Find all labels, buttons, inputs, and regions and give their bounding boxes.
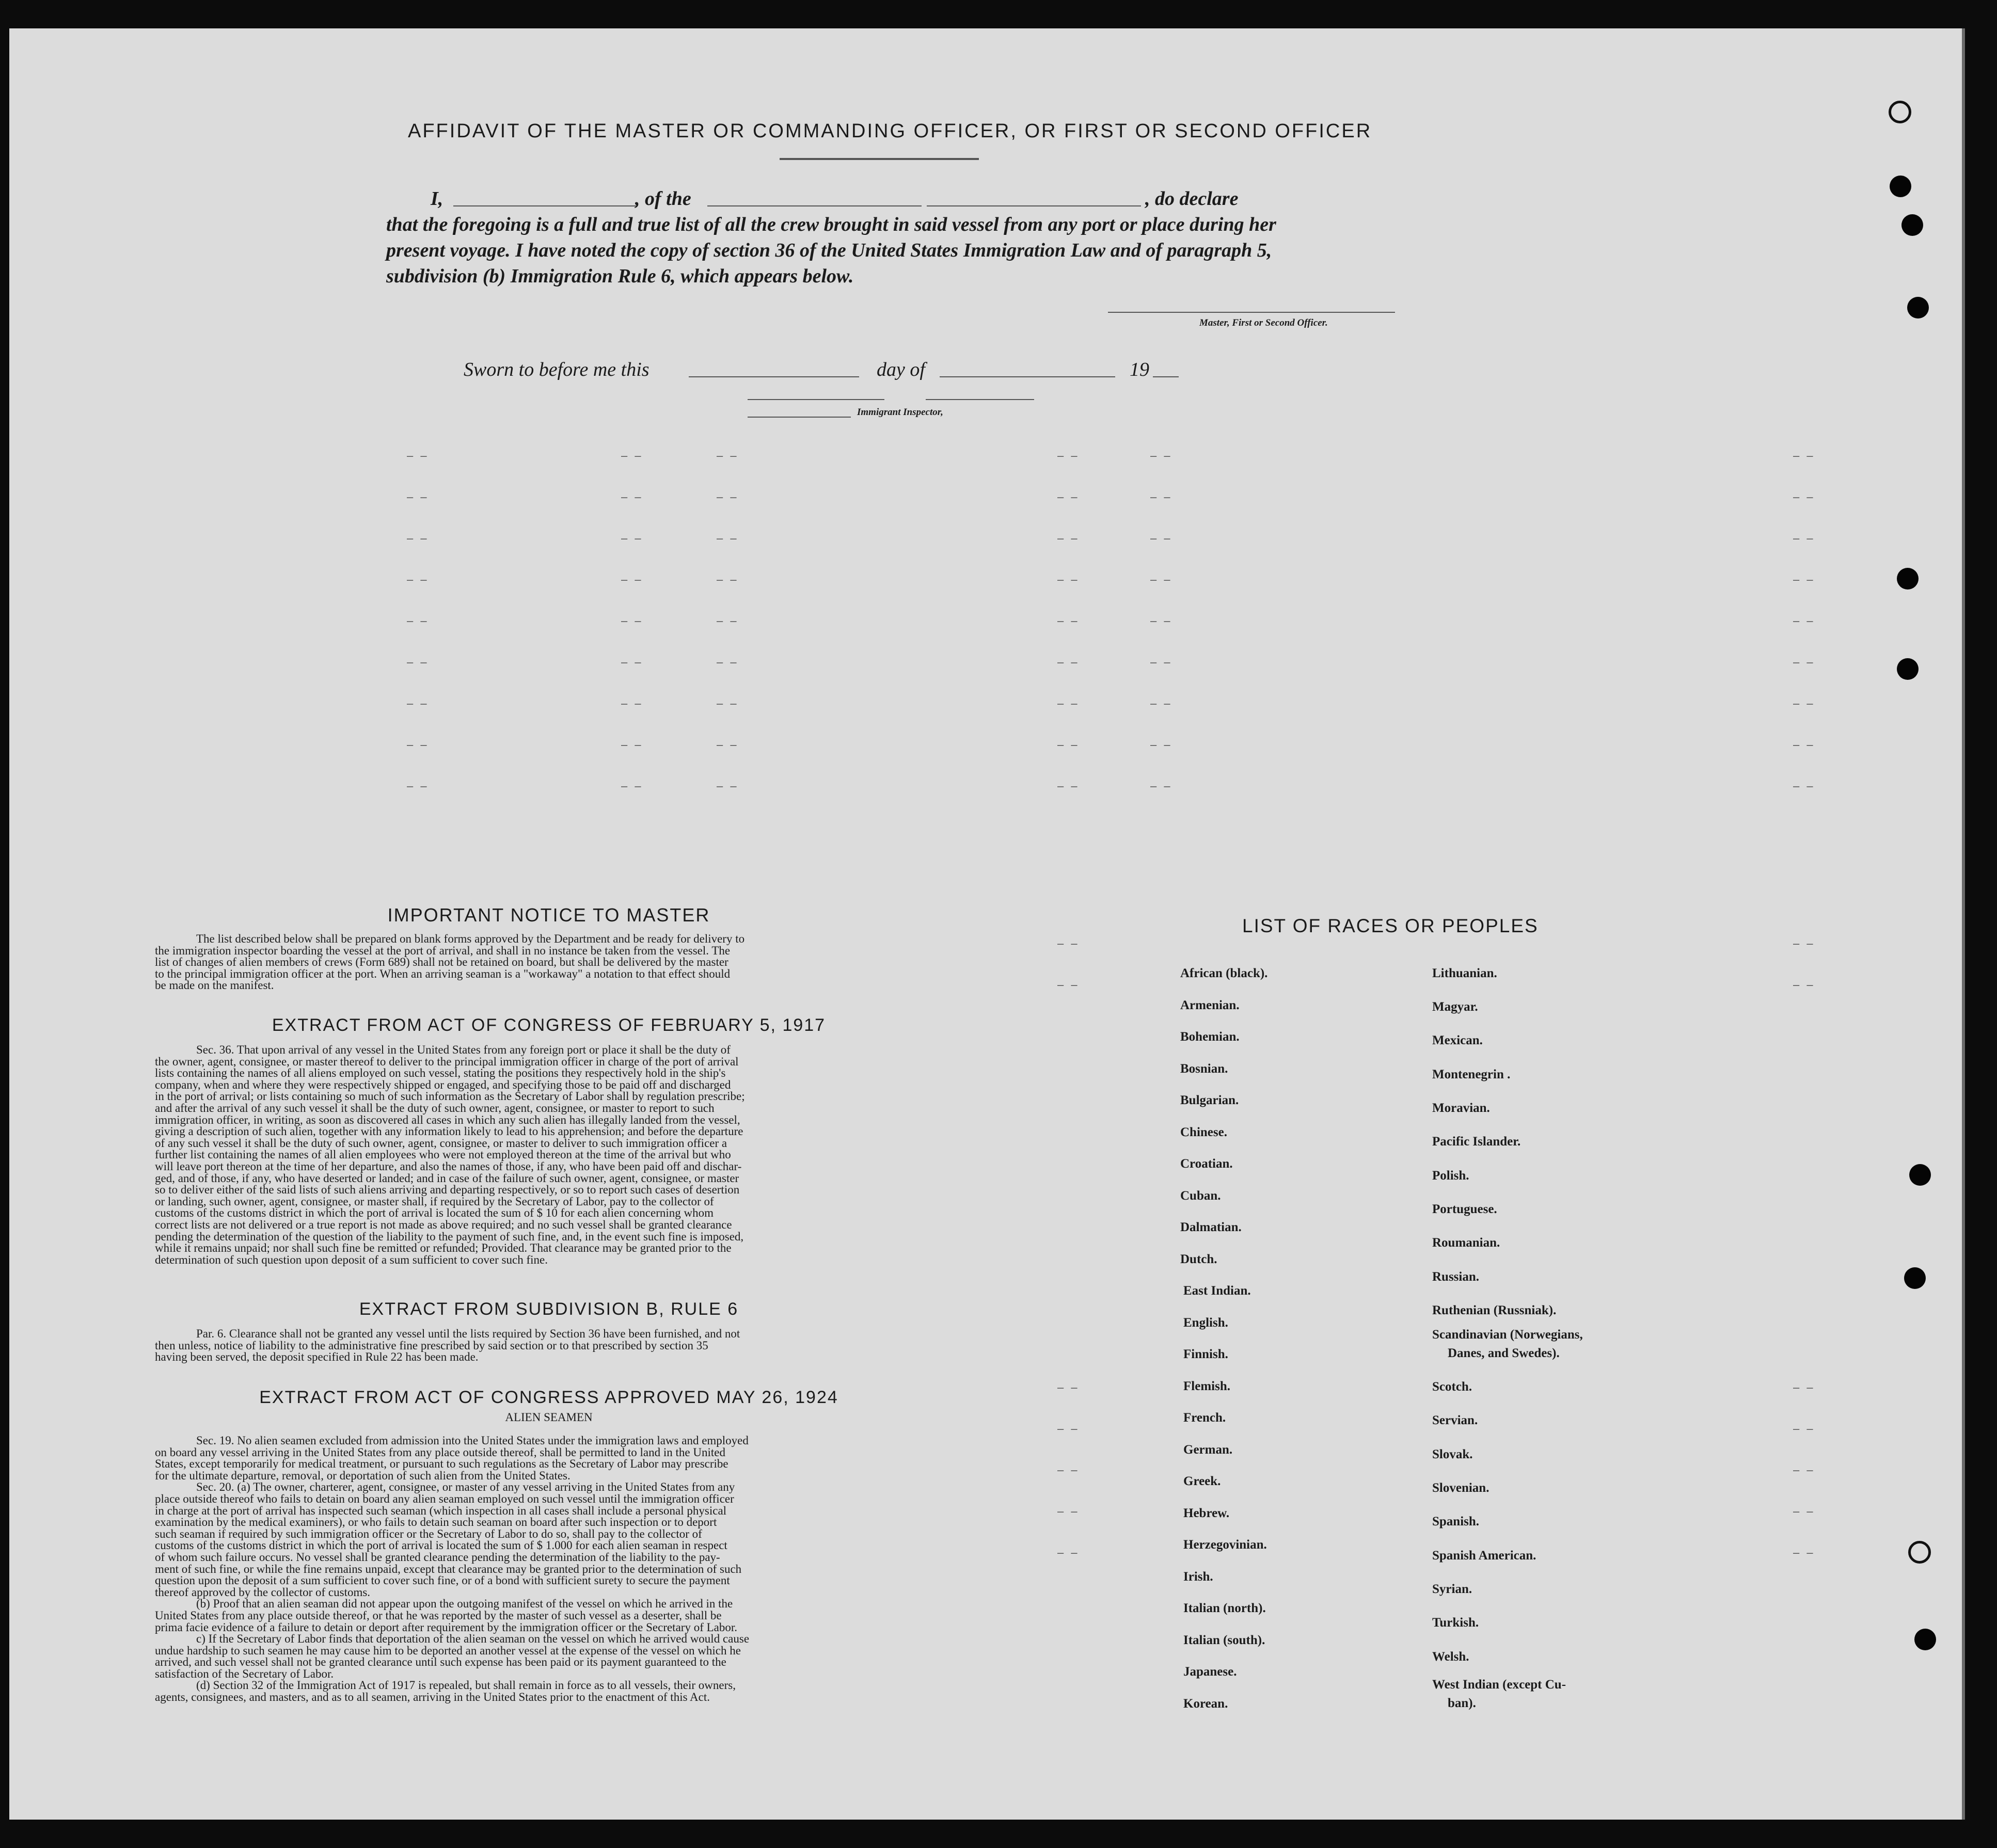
affidavit-line-2: that the foregoing is a full and true list of all the crew brought in said vessel from any port or place during her bbox=[386, 214, 1276, 235]
race-entry: French. bbox=[1183, 1411, 1226, 1425]
extract-1917-line: ged, and of those, if any, who have deserted or landed; and in case of the failure of such owner, agent, consignee, or master bbox=[155, 1171, 739, 1185]
race-entry: Welsh. bbox=[1432, 1650, 1469, 1664]
ghost-dash-mark: – – bbox=[407, 738, 429, 751]
ghost-dash-mark: – – bbox=[1793, 449, 1815, 462]
race-entry: Scotch. bbox=[1432, 1380, 1472, 1394]
binder-hole-icon bbox=[1908, 1541, 1931, 1564]
race-entry: Greek. bbox=[1183, 1474, 1221, 1488]
ghost-dash-mark: – – bbox=[1150, 573, 1172, 586]
race-entry: Syrian. bbox=[1432, 1582, 1472, 1596]
extract-1924-line: agents, consignees, and masters, and as to all seamen, arriving in the United States prior to the enactment of this Act. bbox=[155, 1691, 710, 1704]
extract-1924-line: (b) Proof that an alien seaman did not appear upon the outgoing manifest of the vessel on which he arrived in the bbox=[196, 1597, 733, 1611]
extract-1917-line: and after the arrival of any such vessel it shall be the duty of such owner, agent, consignee, or master to report to such bbox=[155, 1101, 715, 1114]
ghost-dash-mark: – – bbox=[717, 779, 739, 792]
notice-line: The list described below shall be prepared on blank forms approved by the Department and be ready for delivery to bbox=[196, 932, 745, 945]
ghost-dash-mark: – – bbox=[1793, 697, 1815, 710]
extract-1917-line: company, when and where they were respectively shipped or engaged, and specifying those to be paid off and discharged bbox=[155, 1078, 731, 1091]
ghost-dash-mark: – – bbox=[1150, 490, 1172, 503]
ghost-dash-mark: – – bbox=[1793, 614, 1815, 627]
race-entry: English. bbox=[1183, 1316, 1228, 1330]
extract-1924-body bbox=[155, 1435, 940, 1703]
race-entry: Montenegrin . bbox=[1432, 1068, 1511, 1081]
race-entry: Dutch. bbox=[1180, 1252, 1217, 1266]
ghost-dash-mark: – – bbox=[1057, 1422, 1080, 1435]
notice-body bbox=[155, 933, 940, 992]
sworn-row bbox=[464, 357, 1186, 388]
ghost-dash-mark: – – bbox=[717, 532, 739, 545]
ghost-dash-mark: – – bbox=[1057, 532, 1080, 545]
ghost-dash-mark: – – bbox=[621, 532, 643, 545]
race-entry: Mexican. bbox=[1432, 1033, 1483, 1047]
ghost-dash-mark: – – bbox=[1793, 1422, 1815, 1435]
ghost-dash-mark: – – bbox=[621, 449, 643, 462]
ghost-dash-mark: – – bbox=[1057, 573, 1080, 586]
extract-1924-line: Sec. 20. (a) The owner, charterer, agent, consignee, or master of any vessel arriving in the United States from any bbox=[196, 1480, 735, 1494]
race-entry: Magyar. bbox=[1432, 1000, 1478, 1014]
year-label: 19 bbox=[1130, 359, 1149, 380]
extract-1917-body bbox=[155, 1044, 940, 1266]
binder-hole-icon bbox=[1890, 176, 1911, 197]
extract-1917-line: Sec. 36. That upon arrival of any vessel in the United States from any foreign port or place it shall be the duty of bbox=[196, 1043, 731, 1056]
extract-1924-line: on board any vessel arriving in the United States from any place outside thereof, shall be permitted to land in the United bbox=[155, 1445, 725, 1459]
sworn-month-blank[interactable] bbox=[940, 376, 1115, 377]
race-entry: Hebrew. bbox=[1183, 1506, 1230, 1520]
race-entry: Turkish. bbox=[1432, 1616, 1479, 1630]
affidavit-title: AFFIDAVIT OF THE MASTER OR COMMANDING OFFICER, OR FIRST OR SECOND OFFICER bbox=[408, 120, 1372, 142]
binder-hole-icon bbox=[1901, 214, 1923, 236]
extract-1917-line: or landing, such owner, agent, consignee, or master shall, if required by the Secretary of Labor, pay to the collector of bbox=[155, 1194, 714, 1208]
ghost-dash-mark: – – bbox=[1150, 449, 1172, 462]
extract-1917-line: further list containing the names of all alien employees who were not employed thereon at the time of the arrival but who bbox=[155, 1148, 731, 1161]
race-entry: Dalmatian. bbox=[1180, 1220, 1242, 1234]
race-entry: Italian (north). bbox=[1183, 1601, 1266, 1615]
extract-1924-line: ment of such fine, or while the fine remains unpaid, except that clearance may be granted prior to the determination of such bbox=[155, 1562, 742, 1575]
ghost-dash-mark: – – bbox=[717, 614, 739, 627]
binder-hole-icon bbox=[1897, 658, 1919, 680]
extract-1924-line: United States from any place outside thereof, or that he was reported by the master of such vessel as a deserter, shall be bbox=[155, 1608, 722, 1622]
extract-1917-line: of any such vessel it shall be the duty of such owner, agent, consignee, or master to deliver to such immigration officer a bbox=[155, 1136, 727, 1150]
ghost-dash-mark: – – bbox=[1150, 656, 1172, 668]
ghost-dash-mark: – – bbox=[717, 656, 739, 668]
race-entry: Armenian. bbox=[1180, 998, 1240, 1012]
notice-line: the immigration inspector boarding the vessel at the port of arrival, and shall in no instance be taken from the vessel. The bbox=[155, 944, 731, 957]
binder-hole-icon bbox=[1914, 1629, 1936, 1650]
race-entry: Japanese. bbox=[1183, 1665, 1237, 1679]
extract-1924-line: of whom such failure occurs. No vessel shall be granted clearance pending the determination of the liability to the pay- bbox=[155, 1550, 720, 1564]
vessel-blank bbox=[707, 205, 922, 206]
ghost-dash-mark: – – bbox=[1793, 490, 1815, 503]
extract-1917-line: will leave port thereon at the time of her departure, and also the names of those, if any, who have been paid off and dischar- bbox=[155, 1159, 742, 1173]
ghost-dash-mark: – – bbox=[1793, 937, 1815, 950]
extract-1917-line: the owner, agent, consignee, or master thereof to deliver to the principal immigration officer in charge of the port of arrival bbox=[155, 1055, 739, 1068]
race-entry: Korean. bbox=[1183, 1697, 1228, 1711]
ghost-dash-mark: – – bbox=[717, 738, 739, 751]
extract-1924-line: c) If the Secretary of Labor finds that deportation of the alien seaman on the vessel on which he arrived would cause bbox=[196, 1632, 750, 1646]
race-entry: Herzegovinian. bbox=[1183, 1538, 1267, 1552]
sworn-day-blank[interactable] bbox=[689, 376, 859, 377]
extract-1924-line: in charge at the port of arrival has inspected such seaman (which inspection in all cases shall include a personal physical bbox=[155, 1504, 727, 1517]
extract-1924-line: prima facie evidence of a failure to detain or deport after requirement by the immigration officer or the Secretary of Labor. bbox=[155, 1620, 737, 1634]
race-entry: Bosnian. bbox=[1180, 1062, 1228, 1076]
extract-1924-line: Sec. 19. No alien seamen excluded from admission into the United States under the immigration laws and employed bbox=[196, 1434, 749, 1447]
rule-6-line: then unless, notice of liability to the administrative fine prescribed by said section or to that prescribed by section 35 bbox=[155, 1339, 708, 1352]
race-entry: West Indian (except Cu- bbox=[1432, 1678, 1566, 1692]
ghost-dash-mark: – – bbox=[1793, 738, 1815, 751]
sworn-label: Sworn to before me this bbox=[464, 359, 649, 380]
ghost-dash-mark: – – bbox=[621, 697, 643, 710]
extract-1924-line: examination by the medical examiners), or who fails to detain such seaman on board after such inspection or to deport bbox=[155, 1516, 717, 1529]
extract-1917-line: while it remains unpaid; nor shall such fine be remitted or refunded; Provided. That clearance may be granted prior to the bbox=[155, 1241, 732, 1255]
extract-1917-line: giving a description of such alien, together with any information likely to lead to his apprehension; and before the departure bbox=[155, 1125, 743, 1138]
binder-hole-icon bbox=[1897, 568, 1919, 590]
ghost-dash-mark: – – bbox=[407, 614, 429, 627]
extract-1924-title: EXTRACT FROM ACT OF CONGRESS APPROVED MAY 26, 1924 bbox=[259, 1388, 838, 1407]
notice-line: be made on the manifest. bbox=[155, 979, 274, 992]
ghost-dash-mark: – – bbox=[1793, 978, 1815, 991]
race-entry: Servian. bbox=[1432, 1413, 1478, 1427]
ghost-dash-mark: – – bbox=[1793, 532, 1815, 545]
race-entry: Scandinavian (Norwegians, bbox=[1432, 1328, 1583, 1342]
race-entry: Chinese. bbox=[1180, 1125, 1227, 1139]
race-entry: Russian. bbox=[1432, 1270, 1480, 1284]
ghost-dash-mark: – – bbox=[1150, 738, 1172, 751]
ghost-dash-mark: – – bbox=[717, 697, 739, 710]
ghost-dash-mark: – – bbox=[621, 656, 643, 668]
ghost-dash-mark: – – bbox=[1057, 614, 1080, 627]
race-entry: Pacific Islander. bbox=[1432, 1135, 1521, 1149]
ghost-dash-mark: – – bbox=[621, 490, 643, 503]
extract-1917-line: determination of such question upon deposit of a sum sufficient to cover such fine. bbox=[155, 1253, 548, 1266]
ghost-dash-mark: – – bbox=[1057, 937, 1080, 950]
race-entry: Slovenian. bbox=[1432, 1481, 1489, 1495]
race-entry: ban). bbox=[1448, 1696, 1476, 1710]
ghost-dash-mark: – – bbox=[1057, 656, 1080, 668]
notice-line: list of changes of alien members of crews (Form 689) shall not be retained on board, but shall be delivered by the master bbox=[155, 955, 728, 969]
ghost-dash-mark: – – bbox=[407, 449, 429, 462]
race-entry: Italian (south). bbox=[1183, 1633, 1265, 1647]
ghost-dash-mark: – – bbox=[1057, 697, 1080, 710]
ghost-dash-mark: – – bbox=[1057, 1505, 1080, 1518]
ghost-dash-mark: – – bbox=[1150, 614, 1172, 627]
extract-1924-line: arrived, and such vessel shall not be granted clearance until such expense has been paid or its payment guaranteed to the bbox=[155, 1655, 726, 1669]
race-entry: Moravian. bbox=[1432, 1101, 1490, 1115]
binder-hole-icon bbox=[1904, 1267, 1926, 1289]
affidavit-line-3: present voyage. I have noted the copy of section 36 of the United States Immigration Law and of paragraph 5, bbox=[386, 240, 1272, 261]
notice-title: IMPORTANT NOTICE TO MASTER bbox=[387, 904, 710, 926]
affidavit-declare-label: , do declare bbox=[1145, 188, 1239, 210]
ghost-dash-mark: – – bbox=[407, 573, 429, 586]
race-entry: Cuban. bbox=[1180, 1189, 1221, 1203]
extract-1917-title: EXTRACT FROM ACT OF CONGRESS OF FEBRUARY 5, 1917 bbox=[272, 1015, 826, 1035]
binder-hole-icon bbox=[1889, 101, 1911, 123]
ghost-dash-mark: – – bbox=[717, 573, 739, 586]
ghost-dash-mark: – – bbox=[407, 779, 429, 792]
race-entry: East Indian. bbox=[1183, 1284, 1251, 1298]
race-entry: Polish. bbox=[1432, 1169, 1469, 1183]
name-blank bbox=[453, 205, 637, 206]
extract-1917-line: correct lists are not delivered or a true report is not made as above required; and no such vessel shall be granted clearance bbox=[155, 1218, 732, 1231]
race-entry: Spanish American. bbox=[1432, 1549, 1536, 1563]
manifest-page bbox=[9, 28, 1965, 1820]
affidavit-statement bbox=[386, 186, 1445, 289]
ghost-dash-mark: – – bbox=[1150, 697, 1172, 710]
ghost-dash-mark: – – bbox=[1793, 1381, 1815, 1394]
race-entry: Portuguese. bbox=[1432, 1202, 1497, 1216]
ghost-dash-mark: – – bbox=[407, 532, 429, 545]
affidavit-i-label: I, bbox=[431, 188, 443, 210]
rule-6-body bbox=[155, 1328, 940, 1363]
sworn-year-blank[interactable] bbox=[1153, 376, 1179, 377]
ghost-dash-mark: – – bbox=[1793, 1463, 1815, 1476]
race-entry: Slovak. bbox=[1432, 1447, 1473, 1461]
rule-6-line: having been served, the deposit specified in Rule 22 has been made. bbox=[155, 1350, 479, 1364]
rule-6-title: EXTRACT FROM SUBDIVISION B, RULE 6 bbox=[359, 1299, 739, 1319]
ghost-dash-mark: – – bbox=[1793, 779, 1815, 792]
ghost-dash-mark: – – bbox=[407, 656, 429, 668]
extract-1917-line: in the port of arrival; or lists containing so much of such information as the Secretary of Labor shall by regulation prescribe; bbox=[155, 1090, 745, 1103]
extract-1917-line: lists containing the names of all aliens employed on such vessel, stating the positions they respectively hold in the ship's bbox=[155, 1066, 726, 1080]
day-of-label: day of bbox=[877, 359, 925, 380]
ghost-dash-mark: – – bbox=[407, 490, 429, 503]
extract-1924-line: for the ultimate departure, removal, or deportation of such alien from the United States. bbox=[155, 1469, 570, 1482]
extract-1924-line: undue hardship to such seamen he may cause him to be deported an another vessel at the expense of the vessel on which he bbox=[155, 1644, 741, 1657]
vessel-blank-2 bbox=[927, 205, 1141, 206]
ghost-dash-mark: – – bbox=[1057, 1381, 1080, 1394]
extract-1924-line: such seaman if required by such immigration officer or the Secretary of Labor to do so, shall pay to the collector of bbox=[155, 1527, 702, 1540]
inspector-line-2[interactable] bbox=[926, 399, 1034, 400]
extract-1917-line: customs of the customs district in which the port of arrival is located the sum of $ 10 for each alien concerning whom bbox=[155, 1206, 714, 1220]
affidavit-line-1 bbox=[386, 186, 1445, 212]
extract-1924-line: customs of the customs district in which the port of arrival is located the sum of $ 1.000 for each alien seaman in respect bbox=[155, 1539, 727, 1552]
race-entry: Ruthenian (Russniak). bbox=[1432, 1303, 1557, 1317]
inspector-line-3[interactable] bbox=[748, 417, 851, 418]
race-entry: Bulgarian. bbox=[1180, 1093, 1239, 1107]
race-entry: Croatian. bbox=[1180, 1157, 1233, 1171]
alien-seamen-subtitle: ALIEN SEAMEN bbox=[505, 1411, 593, 1424]
extract-1924-line: States, except temporarily for medical treatment, or pursuant to such regulations as the Secretary of Labor may prescribe bbox=[155, 1457, 728, 1471]
ghost-dash-mark: – – bbox=[1057, 490, 1080, 503]
race-entry: Spanish. bbox=[1432, 1515, 1480, 1528]
race-entry: African (black). bbox=[1180, 966, 1268, 980]
extract-1924-line: thereof approved by the collector of customs. bbox=[155, 1585, 371, 1599]
race-entry: German. bbox=[1183, 1443, 1233, 1457]
race-entry: Irish. bbox=[1183, 1570, 1213, 1584]
affidavit-line-4: subdivision (b) Immigration Rule 6, which appears below. bbox=[386, 265, 854, 287]
binder-hole-icon bbox=[1909, 1164, 1931, 1186]
ghost-dash-mark: – – bbox=[1793, 1546, 1815, 1559]
master-signature-label: Master, First or Second Officer. bbox=[1199, 317, 1328, 328]
extract-1924-line: (d) Section 32 of the Immigration Act of 1917 is repealed, but shall remain in force as to all vessels, their owners, bbox=[196, 1679, 736, 1692]
ghost-dash-mark: – – bbox=[621, 779, 643, 792]
race-entry: Roumanian. bbox=[1432, 1236, 1500, 1250]
ghost-dash-mark: – – bbox=[1057, 1546, 1080, 1559]
inspector-line-1[interactable] bbox=[748, 399, 884, 400]
race-entry: Bohemian. bbox=[1180, 1030, 1240, 1044]
ghost-dash-mark: – – bbox=[1057, 1463, 1080, 1476]
ghost-dash-mark: – – bbox=[621, 573, 643, 586]
ghost-dash-mark: – – bbox=[1793, 656, 1815, 668]
extract-1917-line: pending the determination of the question of the liability to the payment of such fine, and, in the event such fine is imposed, bbox=[155, 1230, 744, 1243]
ghost-dash-mark: – – bbox=[1057, 779, 1080, 792]
extract-1924-line: place outside thereof who fails to detain on board any alien seaman employed on such vessel until the immigration officer bbox=[155, 1492, 734, 1505]
ghost-dash-mark: – – bbox=[621, 738, 643, 751]
notice-line: to the principal immigration officer at the port. When an arriving seaman is a "workaway" a notation to that effect should bbox=[155, 967, 731, 980]
ghost-dash-mark: – – bbox=[717, 490, 739, 503]
ghost-dash-mark: – – bbox=[1057, 449, 1080, 462]
ghost-dash-mark: – – bbox=[1793, 573, 1815, 586]
ghost-dash-mark: – – bbox=[407, 697, 429, 710]
rule-6-line: Par. 6. Clearance shall not be granted any vessel until the lists required by Section 36 have been furnished, and not bbox=[196, 1327, 740, 1340]
ghost-dash-mark: – – bbox=[1150, 779, 1172, 792]
extract-1924-line: satisfaction of the Secretary of Labor. bbox=[155, 1667, 334, 1680]
extract-1917-line: so to deliver either of the said lists of such aliens arriving and departing respectively, or so to report such cases of desertion bbox=[155, 1183, 740, 1197]
inspector-label: Immigrant Inspector, bbox=[857, 407, 943, 418]
ghost-dash-mark: – – bbox=[1150, 532, 1172, 545]
title-underline bbox=[780, 158, 979, 160]
affidavit-of-the-label: , of the bbox=[635, 188, 691, 210]
race-entry: Finnish. bbox=[1183, 1347, 1228, 1361]
races-title: LIST OF RACES OR PEOPLES bbox=[1242, 915, 1539, 936]
extract-1924-line: question upon the deposit of a sum sufficient to cover such fine, or of a bond with sufficient surety to secure the payment bbox=[155, 1574, 730, 1587]
ghost-dash-mark: – – bbox=[1057, 978, 1080, 991]
binder-hole-icon bbox=[1907, 297, 1929, 318]
extract-1917-line: immigration officer, in writing, as soon as discovered all cases in which any such alien has illegally landed from the vessel, bbox=[155, 1113, 740, 1126]
race-entry: Danes, and Swedes). bbox=[1448, 1346, 1560, 1360]
ghost-dash-mark: – – bbox=[1793, 1505, 1815, 1518]
ghost-dash-mark: – – bbox=[1057, 738, 1080, 751]
ghost-dash-mark: – – bbox=[621, 614, 643, 627]
race-entry: Flemish. bbox=[1183, 1379, 1230, 1393]
ghost-dash-mark: – – bbox=[717, 449, 739, 462]
master-signature-line[interactable] bbox=[1108, 312, 1395, 313]
race-entry: Lithuanian. bbox=[1432, 966, 1497, 980]
